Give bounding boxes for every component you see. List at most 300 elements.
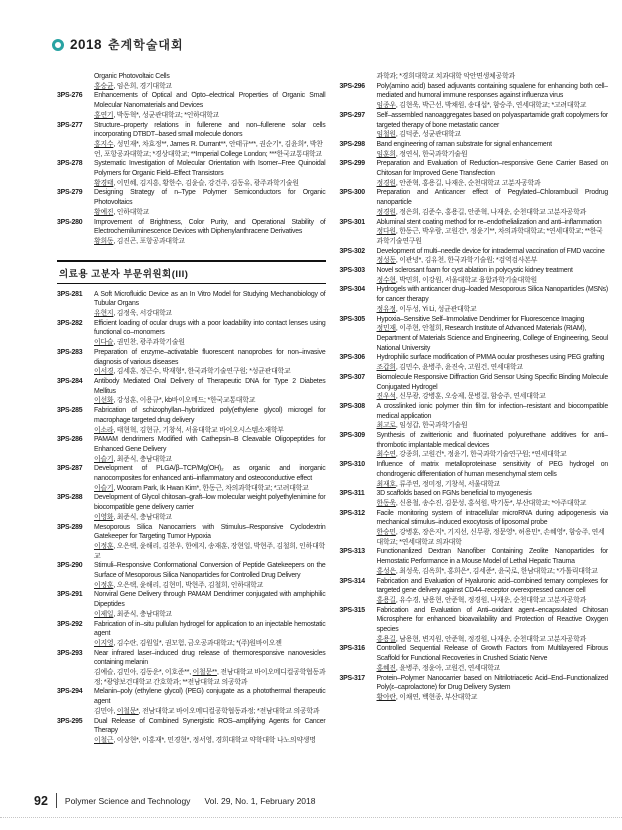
entry-authors (94, 581, 326, 591)
entry-body (92, 159, 326, 188)
author-text: , 류주연, 정미정, 기창석, 서울대학교 (395, 480, 500, 488)
author-text: , 남용현, 변지원, 안준혁, 정경원, 나재운, 순천대학교 고분자공학과 (395, 635, 587, 643)
entry-code: 3PS-297 (339, 111, 365, 119)
entry-body (375, 140, 609, 159)
entry-body (375, 159, 609, 188)
entry-body (92, 590, 326, 619)
presenting-author: 최재호 (376, 480, 396, 488)
author-text: , 김민수, 윤병주, 윤진숙, 고원건, 연세대학교 (395, 364, 523, 372)
entry-title: Band engineering of raman substrate for signal enhancement (376, 140, 552, 148)
presenting-author: 임철원 (376, 131, 396, 139)
entry-code: 3PS-313 (339, 548, 365, 556)
author-text: , 오은택, 윤해리, 김찬우, 한예지, 송재훈, 장현일, 박현주, 김철희, 인하대학교 (94, 542, 326, 560)
presenting-author: 이정훈 (94, 581, 114, 589)
entry-body (375, 82, 609, 111)
program-entry (340, 431, 609, 460)
entry-authors (377, 693, 609, 703)
entry-authors (377, 276, 609, 286)
entry-authors (377, 324, 609, 353)
presenting-author: 홍승균 (94, 82, 114, 90)
entry-code: 3PS-290 (57, 562, 83, 570)
program-entry (57, 523, 326, 562)
entry-title: Nonviral Gene Delivery through PAMAM Dendrimer conjugated with amphiphilic Dipeptides (94, 591, 326, 609)
author-text: , 김세훈, 정근수, 박재형*, 한국과학기술연구원; *성균관대학교 (113, 368, 291, 376)
entry-body (375, 431, 609, 460)
entry-authors (94, 309, 326, 319)
entry-code: 3PS-299 (339, 160, 365, 168)
program-entry (340, 218, 609, 247)
author-text: , 신무광, 강병훈, 오승제, 문병걸, 함승주, 연세대학교 (395, 393, 546, 401)
program-entry (57, 717, 326, 746)
entry-authors (94, 426, 326, 436)
author-text: , 전남대학교 바이오메디컬공학협동과정; *광양보건대학교 간호학과; **전남대학교 의공학과 (94, 669, 326, 686)
entry-code: 3PS-312 (339, 509, 365, 517)
entry-title: Dual Release of Combined Synergistic ROS–amplifying Agents for Cancer Therapy (94, 717, 326, 735)
journal-info (65, 796, 316, 806)
author-text: , 강성훈, 이용규*, kb바이오메드; *한국교통대학교 (113, 397, 256, 405)
entry-code: 3PS-286 (57, 436, 83, 444)
entry-title: Fabrication of schizophyllan–hybridized poly(ethylene glycol) microgel for macrophage targeted drug delivery (94, 407, 326, 424)
author-text: , 이채연, 백현종, 부산대학교 (395, 694, 478, 701)
entry-code: 3PS-304 (339, 286, 365, 294)
entry-code: 3PS-306 (339, 354, 365, 362)
program-entry (57, 493, 326, 522)
author-text: , 최준식, 충남대학교 (113, 455, 172, 463)
author-text: , 태현혁, 김현규, 기창석, 서울대학교 바이오시스템소재학부 (113, 426, 284, 434)
program-entry (340, 577, 609, 606)
presenting-author: 한동욱 (376, 499, 396, 507)
presenting-author: 이철문** (192, 669, 217, 677)
page-bottom-rule (0, 817, 622, 818)
presenting-author: 홍연기 (94, 111, 114, 119)
author-text: , 강종희, 고원건*, 정윤기, 한국과학기술연구원; *연세대학교 (395, 451, 567, 459)
entry-code: 3PS-301 (339, 218, 365, 226)
entry-code: 3PS-292 (57, 620, 83, 628)
entry-body (375, 247, 609, 266)
presenting-author: 황예진 (94, 208, 114, 216)
entry-authors (377, 72, 609, 82)
entry-authors (94, 610, 326, 620)
footer-divider (56, 793, 57, 808)
program-entry (340, 644, 609, 673)
entry-body (92, 290, 326, 319)
entry-body (375, 218, 609, 247)
entry-body (92, 319, 326, 348)
entry-authors (377, 392, 609, 402)
entry-body (375, 577, 609, 606)
presenting-author: 정민재 (376, 325, 396, 333)
entry-title: PAMAM dendrimers Modified with Cathepsin–B Cleavable Oligopeptides for Enhanced Gene Delivery (94, 436, 326, 453)
entry-code: 3PS-280 (57, 218, 83, 226)
entry-body (92, 687, 326, 716)
entry-authors (377, 480, 609, 490)
entry-title: Protein–Polymer Nanocarrier based on Nitrilotriacetic Acid–End–Functionalized Poly(ε–caprolactone) for Drug Delivery System (376, 674, 608, 692)
program-entry (340, 247, 609, 266)
entry-authors (94, 542, 326, 561)
entry-authors (377, 567, 609, 577)
entry-authors (94, 707, 326, 717)
program-entry (57, 121, 326, 160)
author-text: , 박동혁*, 성균관대학교; *인하대학교 (113, 111, 220, 119)
program-entry (57, 435, 326, 464)
entry-title: Poly(amino acid) based adjuvants containing squalene for enhancing both cell–mediated and humoral immune responses against influenza virus (376, 82, 608, 100)
entry-title: Development of Glycol chitosan–graft–low molecular weight polyethylenimine for biocompatible gene delivery carrier (94, 494, 326, 512)
entry-code: 3PS-317 (339, 674, 365, 682)
entry-body (375, 111, 609, 140)
author-text: , 김진곤, 포항공과대학교 (113, 237, 185, 245)
entry-title: Preparation and Evaluation of Reduction–responsive Gene Carrier Based on Chitosan for Improved Gene Transfection (376, 160, 608, 178)
entry-title: Organic Photovoltaic Cells (94, 73, 170, 80)
author-text: , 이상현*, 이홍재*, 민경현*, 정서영, 경희대학교 약학대학 나노의약생명 (113, 737, 316, 744)
journal-name: Polymer Science and Technology (64, 795, 191, 806)
entry-body (375, 489, 609, 508)
presenting-author: 이다슬 (94, 339, 114, 347)
presenting-author: 정성동 (376, 257, 396, 265)
journal-issue: Vol. 29, No. 1, February 2018 (204, 795, 316, 806)
program-entry (57, 91, 326, 120)
presenting-author: 이지영 (94, 639, 114, 647)
entry-authors (377, 305, 609, 315)
program-entry (340, 509, 609, 548)
entry-title: Efficient loading of ocular drugs with a poor loadability into contact lenses using functional co–monomers (94, 319, 326, 337)
entry-title: Controlled Sequential Release of Growth Factors from Multilayered Fibrous Scaffold for Functional Recoveries in Crushed Sciatic Nerve (376, 645, 608, 663)
entry-title: Enhancements of Optical and Opto–electrical Properties of Organic Small Molecular Nanomaterials and Devices (94, 92, 326, 110)
entry-title: A Soft Microfluidic Device as an In Vitro Model for Studying Mechanobiology of Tubular Organs (94, 290, 326, 308)
entry-body (92, 464, 326, 493)
entry-authors (94, 237, 326, 247)
entry-code: 3PS-300 (339, 189, 365, 197)
author-text: , 이두성, Yi Li, 성균관대학교 (395, 305, 477, 313)
program-entry (340, 489, 609, 508)
entry-code: 3PS-308 (339, 402, 365, 410)
entry-authors (94, 208, 326, 218)
presenting-author: 이영화 (94, 513, 114, 521)
presenting-author: 한승민 (376, 529, 396, 537)
entry-title: Preparation and Anticancer effect of Pegylated–Chlorambucil Prodrug nanoparticle (376, 189, 608, 207)
page-header (52, 36, 184, 53)
entry-title: Systematic Investigation of Molecular Orientation with Isomer–Free Quinoidal Polymers for Organic Field–Effect Transistors (94, 160, 326, 178)
section-heading: 의료용 고분자 부문위원회(III) (57, 260, 326, 284)
entry-code: 3PS-295 (57, 717, 83, 725)
entry-authors (377, 596, 609, 606)
entry-body (375, 674, 609, 703)
entry-authors (377, 130, 609, 140)
presenting-author: 임훈희 (376, 150, 396, 158)
entry-code: 3PS-285 (57, 407, 83, 415)
entry-code: 3PS-315 (339, 606, 365, 614)
presenting-author: 조갑희 (376, 364, 396, 372)
entry-body (375, 285, 609, 314)
presenting-author: 홍혜진 (376, 664, 396, 672)
presenting-author: 이서경 (94, 368, 114, 376)
entry-authors (94, 140, 326, 159)
entry-title: Hydrophilic surface modification of PMMA ocular prostheses using PEG grafting (376, 354, 605, 362)
entry-title: Novel sclerosant foam for cyst ablation in polycystic kidney treatment (376, 267, 573, 275)
presenting-author: 정수현 (376, 276, 396, 284)
author-text: , 임성갑, 한국과학기술원 (395, 422, 468, 430)
author-text: , 최성욱, 김옥희*, 홍희은*, 김세준*, 윤국로, 한남대학교; *가톨릭대학교 (395, 567, 598, 575)
program-entry (57, 188, 326, 217)
program-entry (57, 649, 326, 688)
entry-body (92, 72, 326, 91)
entry-body (375, 315, 609, 354)
entry-authors (377, 179, 609, 189)
entry-authors (94, 736, 326, 746)
entry-authors (94, 484, 326, 494)
author-text: 김예슬, 김민아, 김동운*, 이호준**, (94, 669, 193, 677)
presenting-author: 이선화 (94, 397, 114, 405)
entry-code: 3PS-284 (57, 377, 83, 385)
entry-authors (94, 179, 326, 189)
entry-title: Facile monitoring system of intracellular microRNA during adipogenesis via mechanical stimulus–induced exocytosis of liposomal probe (376, 509, 608, 527)
author-text: , 전남대학교 바이오메디컬공학협동과정; *전남대학교 의공학과 (138, 707, 320, 715)
entry-authors (377, 363, 609, 373)
header-title: 춘계학술대회 (108, 38, 184, 52)
entry-body (92, 91, 326, 120)
author-text: , 신용철, 송수진, 김문성, 홍석원, 박기동*, 부산대학교; *아주대학교 (395, 499, 587, 507)
author-text: , 권민찬, 광주과학기술원 (113, 339, 185, 347)
program-entry (340, 353, 609, 372)
entry-title: A crosslinked ionic polymer thin film for infection–resistant and biocompatible medical application (376, 402, 608, 420)
presenting-author: 정경원 (376, 208, 396, 216)
author-text: , 성민재*, 차효정**, James R. Durrant**, 안태규***, 권순기*, 김윤희*, 박찬언, 포항공과대학교; *경상대학교; **Imperial College London; ***한국교통대학교 (94, 140, 323, 158)
entry-title: Designing Strategy of n–Type Polymer Semiconductors for Organic Photovoltaics (94, 189, 326, 207)
entry-code: 3PS-291 (57, 591, 83, 599)
presenting-author: 최고로 (376, 422, 396, 430)
entry-body (375, 188, 609, 217)
presenting-author: 이슬기 (94, 455, 114, 463)
program-entry (57, 319, 326, 348)
page-number: 92 (34, 793, 48, 808)
presenting-author: 유현지 (94, 310, 114, 318)
entry-code: 3PS-296 (339, 82, 365, 90)
program-entry (57, 590, 326, 619)
entry-authors (94, 111, 326, 121)
right-column (340, 72, 609, 784)
entry-body (92, 435, 326, 464)
entry-code: 3PS-283 (57, 348, 83, 356)
author-text: , 이민혜, 김지흥, 황한수, 김윤슬, 강건주, 김동유, 광주과학기술원 (113, 179, 299, 187)
presenting-author: 홍용길 (376, 635, 396, 643)
entry-authors (377, 635, 609, 645)
program-entry (57, 218, 326, 247)
entry-title: Improvement of Brightness, Color Purity, and Operational Stability of Electrochemiluminescence Devices with Diphenylanthracene Derivatives (94, 218, 326, 236)
entry-authors (94, 668, 326, 687)
entry-code: 3PS-310 (339, 461, 365, 469)
entry-authors (377, 227, 609, 246)
entry-authors (94, 338, 326, 348)
entry-title: Fabrication of in–situ pullulan hydrogel for application to an injectable hemostatic agent (94, 620, 326, 638)
entry-code: 3PS-277 (57, 121, 83, 129)
presenting-author: 정경원 (376, 179, 396, 187)
entry-authors (377, 450, 609, 460)
entry-code: 3PS-288 (57, 494, 83, 502)
program-entry (340, 82, 609, 111)
entry-code: 3PS-307 (339, 373, 365, 381)
entry-title: Hydrogels with anticancer drug–loaded Mesoporous Silica Nanoparticles (MSNs) for cancer therapy (376, 286, 608, 304)
entry-body (375, 402, 609, 431)
program-listing (57, 72, 608, 784)
entry-code (340, 72, 375, 82)
entry-authors (94, 396, 326, 406)
entry-title: Stimuli–Responsive Conformational Conversion of Peptide Gatekeepers on the Surface of Mesoporous Silica Nanoparticles for Controlled Drug Delivery (94, 562, 326, 580)
entry-body (375, 353, 609, 372)
entry-authors (94, 513, 326, 523)
program-entry (57, 561, 326, 590)
presenting-author: 진우석 (376, 393, 396, 401)
author-text: , 이관녕*, 김유천, 한국과학기술원; *검역검사본부 (395, 257, 538, 265)
program-entry (57, 377, 326, 406)
presenting-author: 홍성은 (376, 567, 396, 575)
presenting-author: 최수연 (376, 451, 396, 459)
entry-continuation (340, 72, 609, 82)
presenting-author: 홍지수 (94, 140, 114, 148)
program-entry (340, 674, 609, 703)
presenting-author: 임종우 (376, 102, 396, 110)
entry-code: 3PS-311 (339, 490, 365, 498)
presenting-author: 이슬기 (94, 484, 114, 492)
program-entry (340, 111, 609, 140)
entry-code: 3PS-294 (57, 688, 83, 696)
entry-continuation (57, 72, 326, 91)
author-text: , 한동근, 박우람, 고원건*, 정윤기**, 차의과학대학교; *연세대학교; **한국과학기술연구원 (376, 228, 603, 245)
program-entry (340, 188, 609, 217)
program-entry (57, 290, 326, 319)
entry-code: 3PS-278 (57, 160, 83, 168)
presenting-author: 정다원 (376, 228, 396, 236)
entry-body (92, 561, 326, 590)
entry-body (92, 493, 326, 522)
entry-authors (377, 150, 609, 160)
entry-body (375, 547, 609, 576)
author-text: , 윤병주, 정윤아, 고원건, 연세대학교 (395, 664, 500, 672)
author-text: , 최준식, 충남대학교 (113, 610, 172, 618)
program-entry (340, 285, 609, 314)
program-entry (57, 687, 326, 716)
presenting-author: 이철근 (94, 737, 114, 744)
entry-title: Structure–property relations in fullerene and non–fullerene solar cells incorporating DTBDT–based small molecule donors (94, 121, 326, 139)
program-entry (340, 159, 609, 188)
entry-code: 3PS-316 (339, 645, 365, 653)
entry-title: Self–assembled nanoaggregates based on polyaspartamide graft copolymers for targeted therapy of bone metastatic cancer (376, 111, 608, 129)
author-text: , 박민희, 이강원, 서울대학교 융합과학기술대학원 (395, 276, 538, 284)
entry-code: 3PS-276 (57, 92, 83, 100)
entry-code: 3PS-293 (57, 649, 83, 657)
author-text: 김민아, (94, 707, 117, 715)
program-entry (340, 315, 609, 354)
entry-code: 3PS-282 (57, 319, 83, 327)
presenting-author: 홍용길 (376, 596, 396, 604)
author-text: , 최준식, 충남대학교 (113, 513, 172, 521)
entry-authors (377, 208, 609, 218)
entry-code (57, 72, 92, 91)
entry-title: Influence of matrix metalloproteinase sensitivity of PEG hydrogel on chondrogenic differentiation of human mesenchymal stem cells (376, 461, 608, 478)
entry-body (92, 377, 326, 406)
program-entry (340, 606, 609, 645)
entry-body (375, 72, 609, 82)
entry-body (92, 717, 326, 746)
entry-body (92, 348, 326, 377)
entry-title: Development of multi–needle device for intradermal vaccination of FMD vaccine (376, 247, 605, 255)
entry-title: Mesoporous Silica Nanocarriers with Stimulus–Responsive Cyclodextrin Gatekeeper for Targeting Tumor Hypoxia (94, 523, 326, 541)
entry-authors (377, 101, 609, 111)
program-entry (340, 140, 609, 159)
presenting-author: 이철문* (116, 707, 139, 715)
entry-code: 3PS-298 (339, 140, 365, 148)
entry-title: Functionanlized Dextran Nanofiber Containing Zeolite Nanoparticles for Hemostatic Performance in a Mouse Model of Lethal Hepatic Trauma (376, 548, 608, 566)
entry-body (375, 606, 609, 645)
author-text: , 안준혁, 홍용길, 나재운, 순천대학교 고분자공학과 (395, 179, 541, 187)
entry-title: Hypoxia–Sensitive Self–Immolative Dendrimer for Fluorescence Imaging (376, 315, 585, 323)
entry-title: Abluminal stent coating method for re–endothelialization and anti–inflammation (376, 218, 602, 226)
author-text: , 정연식, 한국과학기술원 (395, 150, 468, 158)
author-text: , Wooram Park, Ik Hwan Kim*, 한동근, 차의과학대학교; *고려대학교 (113, 484, 309, 492)
entry-body (92, 218, 326, 247)
entry-title: Preparation of enzyme–activatable fluorescent nanoprobes for non–invasive diagnosis of various diseases (94, 348, 326, 366)
entry-code: 3PS-314 (339, 577, 365, 585)
author-text: , 유수경, 남용현, 안준혁, 정경원, 나재운, 순천대학교 고분자공학과 (395, 596, 587, 604)
entry-title: Melanin–poly (ethylene glycol) (PEG) conjugate as a photothermal therapeutic agent (94, 688, 326, 706)
program-entry (57, 620, 326, 649)
entry-authors (377, 421, 609, 431)
presenting-author: 황아란 (376, 694, 396, 701)
program-entry (340, 547, 609, 576)
author-text: 과학과; *경희대학교 치과대학 악안면생체공학과 (376, 73, 515, 80)
entry-authors (94, 639, 326, 649)
entry-title: Near infrared laser–induced drug release of thermoresponsive nanovesicles containing melanin (94, 649, 326, 667)
entry-body (375, 644, 609, 673)
entry-code: 3PS-303 (339, 267, 365, 275)
entry-authors (94, 455, 326, 465)
entry-title: Antibody Mediated Oral Delivery of Therapeutic DNA for Type 2 Diabetes Mellitus (94, 377, 326, 395)
program-entry (57, 159, 326, 188)
entry-body (92, 188, 326, 217)
entry-body (92, 406, 326, 435)
entry-authors (377, 664, 609, 674)
entry-authors (94, 367, 326, 377)
author-text: , 오은택, 윤해리, 김현미, 박현주, 김철희, 인하대학교 (113, 581, 264, 589)
presenting-author: 이정훈 (94, 542, 114, 550)
entry-body (92, 620, 326, 649)
entry-body (375, 509, 609, 548)
program-entry (57, 464, 326, 493)
author-text: , 이주현, 안철희, Research Institute of Advanced Materials (RIAM), Department of Materials Science and Engineering, College of Engineering, Seoul National University (376, 325, 608, 352)
page-footer (34, 793, 608, 808)
entry-body (375, 266, 609, 285)
entry-body (92, 121, 326, 160)
program-entry (57, 406, 326, 435)
entry-title: Development of PLGA/β–TCP/Mg(OH)₂ as organic and inorganic nanocomposites for enhanced anti–inflammatory and osteoconductive effect (94, 465, 326, 483)
entry-code: 3PS-309 (339, 432, 365, 440)
entry-body (92, 649, 326, 688)
entry-code: 3PS-289 (57, 523, 83, 531)
program-entry (340, 266, 609, 285)
presenting-author: 황경태 (94, 179, 114, 187)
entry-body (92, 523, 326, 562)
entry-authors (94, 82, 326, 92)
entry-title: 3D scaffolds based on FGNs beneficial to myogenesis (376, 490, 532, 498)
entry-authors (377, 499, 609, 509)
left-column (57, 72, 326, 784)
entry-authors (377, 528, 609, 547)
conference-bullet-icon (52, 39, 64, 51)
program-entry (340, 373, 609, 402)
author-text: , 정은희, 김준수, 홍용길, 안준혁, 나재운, 순천대학교 고분자공학과 (395, 208, 587, 216)
entry-code: 3PS-287 (57, 465, 83, 473)
entry-code: 3PS-281 (57, 290, 83, 298)
entry-authors (377, 256, 609, 266)
author-text: , 김현욱, 박근선, 박채원, 송대섭*, 함승주, 연세대학교; *고려대학교 (395, 102, 587, 110)
